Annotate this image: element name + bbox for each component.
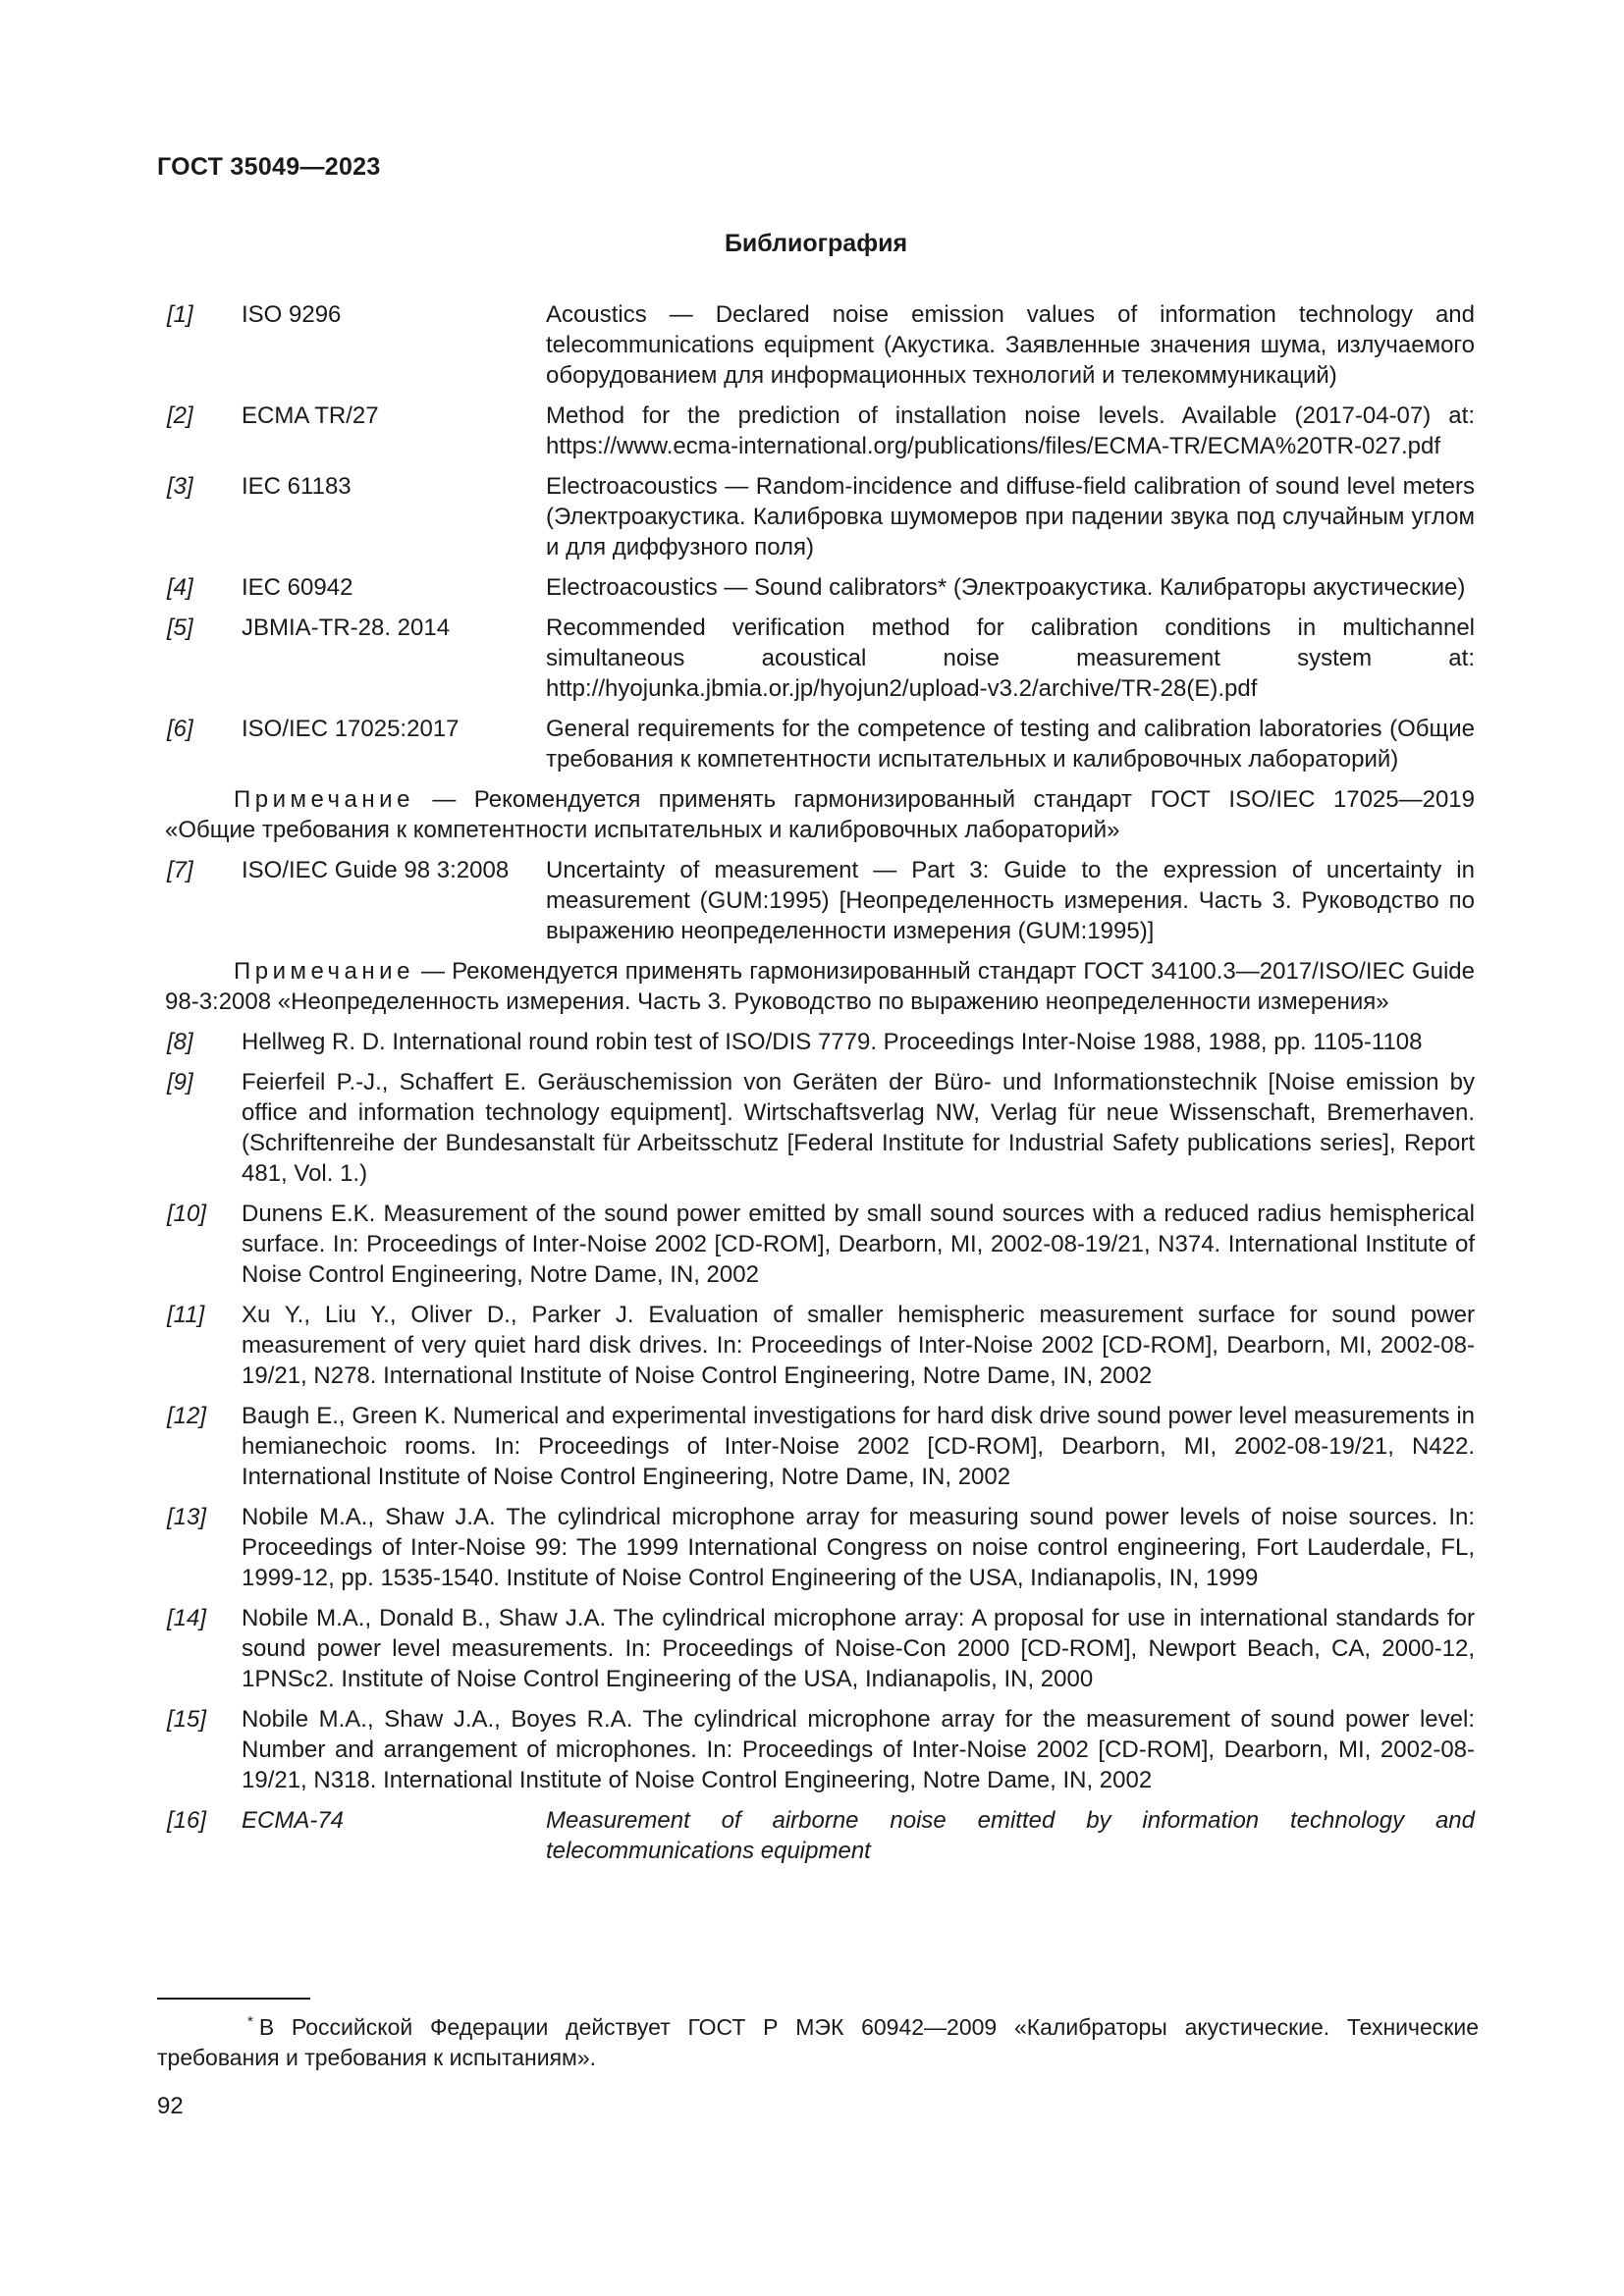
entry-description: Measurement of airborne noise emitted by information technology and telecommunications equipment [546, 1807, 1475, 1864]
entry-code: ECMA-74 [242, 1807, 345, 1834]
note-2 [165, 956, 1475, 1017]
entry-citation: Dunens E.K. Measurement of the sound power emitted by small sound sources with a reduced radius hemispherical surface. In: Proceedings of Inter-Noise 2002 [CD-ROM], Dearborn, MI, 2002-08-19/21, N374. International Institute of Noise Control Engineering, Notre Dame, IN, 2002 [242, 1201, 1475, 1288]
bib-entry-11 [167, 1300, 1475, 1391]
section-title: Библиография [724, 230, 908, 257]
entry-number: [3] [167, 473, 193, 500]
entry-description: Method for the prediction of installation noise levels. Available (2017-04-07) at: https://www.ecma-international.org/publications/files/ECMA-TR/ECMA%20TR-027.pdf [546, 402, 1475, 459]
entry-code: ISO/IEC Guide 98 3:2008 [242, 857, 510, 883]
entry-code: ISO/IEC 17025:2017 [242, 716, 460, 742]
entry-number: [4] [167, 574, 193, 601]
entry-citation: Baugh E., Green K. Numerical and experimental investigations for hard disk drive sound power level measurements in hemianechoic rooms. In: Proceedings of Inter-Noise 2002 [CD-ROM], Dearborn, MI, 2002-08-19/21, N422. International Institute of Noise Control Engineering, Notre Dame, IN, 2002 [242, 1403, 1475, 1490]
bib-entry-8 [167, 1027, 1475, 1057]
note-label: Примечание [234, 958, 414, 985]
entry-number: [10] [167, 1201, 207, 1227]
footnote-text: В Российской Федерации действует ГОСТ Р МЭК 60942—2009 «Калибраторы акустические. Технические требования и требования к испытаниям». [157, 2014, 1479, 2070]
entry-description: Electroacoustics — Random-incidence and diffuse-field calibration of sound level meters (Электроакустика. Калибровка шумомеров при падении звука под случайным углом и для диффузного поля) [546, 473, 1475, 561]
entry-number: [1] [167, 301, 193, 328]
entry-number: [9] [167, 1069, 193, 1095]
entry-number: [14] [167, 1605, 207, 1631]
entry-citation: Nobile M.A., Shaw J.A., Boyes R.A. The cylindrical microphone array for the measurement of sound power level: Number and arrangement of microphones. In: Proceedings of Inter-Noise 2002 [CD-ROM], Dearborn, MI, 2002-08-19/21, N318. International Institute of Noise Control Engineering, Notre Dame, IN, 2002 [242, 1706, 1475, 1793]
entry-number: [16] [167, 1807, 207, 1834]
footnote [157, 2012, 1479, 2073]
note-text: — Рекомендуется применять гармонизированный стандарт ГОСТ 34100.3—2017/ISO/IEC Guide 98-3:2008 «Неопределенность измерения. Часть 3. Руководство по выражению неопределенности измерения» [165, 958, 1475, 1015]
entry-citation: Feierfeil P.-J., Schaffert E. Geräuschemission von Geräten der Büro- und Informationstechnik [Noise emission by office and information technology equipment]. Wirtschaftsverlag NW, Verlag für neue Wissenschaft, Bremerhaven. (Schriftenreihe der Bundesanstalt für Arbeitsschutz [Federal Institute for Industrial Safety publications series], Report 481, Vol. 1.) [242, 1069, 1475, 1187]
bib-entry-4 [167, 572, 1475, 603]
entry-number: [6] [167, 716, 193, 742]
page-number: 92 [157, 2093, 184, 2119]
entry-number: [2] [167, 402, 193, 429]
bib-entry-6 [167, 714, 1475, 774]
entry-citation: Hellweg R. D. International round robin test of ISO/DIS 7779. Proceedings Inter-Noise 1988, 1988, pp. 1105-1108 [242, 1029, 1423, 1055]
entry-description: Electroacoustics — Sound calibrators* (Электроакустика. Калибраторы акустические) [546, 574, 1466, 601]
note-text: — Рекомендуется применять гармонизированный стандарт ГОСТ ISO/IEC 17025—2019 «Общие требования к компетентности испытательных и калибровочных лабораторий» [165, 786, 1475, 843]
entry-number: [8] [167, 1029, 193, 1055]
bib-entry-12 [167, 1401, 1475, 1492]
bib-entry-2 [167, 400, 1475, 461]
bib-entry-16 [167, 1805, 1475, 1866]
entry-number: [13] [167, 1504, 207, 1530]
entry-code: ISO 9296 [242, 301, 342, 328]
page-header-standard: ГОСТ 35049—2023 [157, 153, 381, 181]
entry-code: JBMIA-TR-28. 2014 [242, 614, 451, 641]
entry-code: ECMA TR/27 [242, 402, 379, 429]
entry-citation: Xu Y., Liu Y., Oliver D., Parker J. Evaluation of smaller hemispheric measurement surface for sound power measurement of very quiet hard disk drives. In: Proceedings of Inter-Noise 2002 [CD-ROM], Dearborn, MI, 2002-08-19/21, N278. International Institute of Noise Control Engineering, Notre Dame, IN, 2002 [242, 1302, 1475, 1389]
bib-entry-13 [167, 1502, 1475, 1593]
bib-entry-10 [167, 1199, 1475, 1290]
bib-entry-15 [167, 1704, 1475, 1795]
entry-citation: Nobile M.A., Donald B., Shaw J.A. The cylindrical microphone array: A proposal for use in international standards for sound power level measurements. In: Proceedings of Noise-Con 2000 [CD-ROM], Newport Beach, CA, 2000-12, 1PNSc2. Institute of Noise Control Engineering of the USA, Indianapolis, IN, 2000 [242, 1605, 1475, 1692]
entry-number: [5] [167, 614, 193, 641]
entry-number: [7] [167, 857, 193, 883]
bib-entry-7 [167, 855, 1475, 946]
bib-entry-14 [167, 1603, 1475, 1694]
bib-entry-5 [167, 613, 1475, 704]
entry-number: [15] [167, 1706, 207, 1733]
note-1 [165, 784, 1475, 845]
note-label: Примечание [234, 786, 414, 813]
bib-entry-3 [167, 471, 1475, 562]
entry-description: General requirements for the competence of testing and calibration laboratories (Общие требования к компетентности испытательных и калибровочных лабораторий) [546, 716, 1475, 773]
entry-code: IEC 60942 [242, 574, 353, 601]
entry-description: Acoustics — Declared noise emission values of information technology and telecommunications equipment (Акустика. Заявленные значения шума, излучаемого оборудованием для информационных технологий и телекоммуникаций) [546, 301, 1475, 389]
entry-code: IEC 61183 [242, 473, 352, 500]
entry-number: [11] [167, 1302, 205, 1328]
bib-entry-1 [167, 299, 1475, 391]
entry-description: Recommended verification method for calibration conditions in multichannel simultaneous acoustical noise measurement system at: http://hyojunka.jbmia.or.jp/hyojun2/upload-v3.2/archive/TR-28(E).pdf [546, 614, 1475, 702]
entry-description: Uncertainty of measurement — Part 3: Guide to the expression of uncertainty in measurement (GUM:1995) [Неопределенность измерения. Часть 3. Руководство по выражению неопределенности измерения (GUM:1995)] [546, 857, 1475, 944]
bib-entry-9 [167, 1067, 1475, 1189]
footnote-divider [157, 1998, 310, 2000]
entry-citation: Nobile M.A., Shaw J.A. The cylindrical microphone array for measuring sound power levels of noise sources. In: Proceedings of Inter-Noise 99: The 1999 International Congress on noise control engineering, Fort Lauderdale, FL, 1999-12, pp. 1535-1540. Institute of Noise Control Engineering of the USA, Indianapolis, IN, 1999 [242, 1504, 1475, 1591]
footnote-marker: * [247, 2013, 253, 2031]
entry-number: [12] [167, 1403, 207, 1429]
bibliography-list [167, 299, 1475, 1876]
